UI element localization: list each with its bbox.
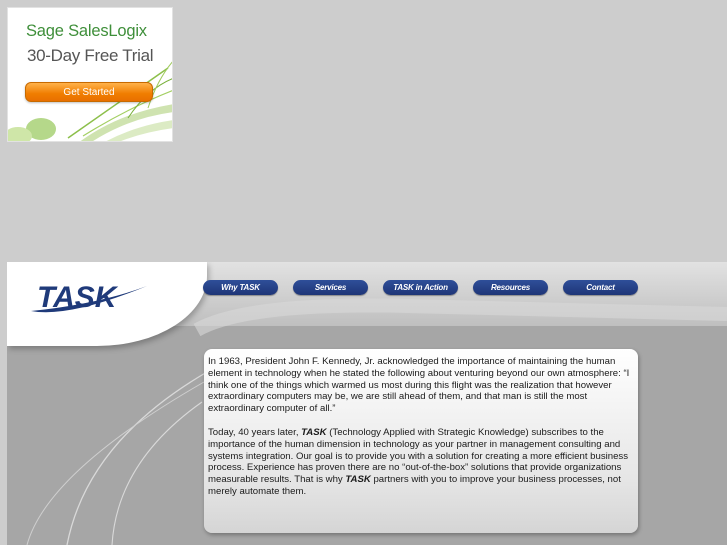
task-logo[interactable] [29, 278, 159, 318]
site-panel [7, 262, 727, 545]
mission-text-2: (Technology Applied with Strategic Knowledge) subscribes to the importance of the human dimension in technology as your partner in management consulting and systems integration. Our goal is to provide you with a solution for creating a more efficient business process. Experience has proven there are no “out-of-the-box” solutions that provide organizations measurable results. That is why [208, 426, 629, 486]
mission-text-3: partners with you to improve your business processes, not merely automate them. [208, 474, 621, 497]
nav-task-in-action[interactable]: TASK in Action [383, 280, 458, 295]
nav-services[interactable]: Services [293, 280, 368, 295]
logo-text: TASK [37, 281, 117, 314]
get-started-button[interactable]: Get Started [25, 82, 153, 102]
mission-paragraph [208, 427, 634, 498]
ad-brand-name: Sage SalesLogix [26, 22, 147, 40]
nav-why-task[interactable]: Why TASK [203, 280, 278, 295]
ad-headline: 30-Day Free Trial [27, 46, 154, 65]
task-emphasis-2: TASK [345, 474, 371, 486]
nav-contact[interactable]: Contact [563, 280, 638, 295]
intro-paragraph: In 1963, President John F. Kennedy, Jr. acknowledged the importance of maintaining the human element in technology when he stated the following about venturing beyond our own atmosphere: “I think one of the things which warmed us most during this flight was the realization that however extraordinary computers may be, we are still ahead of them, and that man is still the most extraordinary computer of all.” [208, 356, 630, 415]
nav-resources[interactable]: Resources [473, 280, 548, 295]
mission-text-1: Today, 40 years later, [208, 426, 302, 438]
ad-banner[interactable] [7, 7, 173, 142]
content-box [204, 349, 638, 533]
task-emphasis: TASK [301, 426, 327, 438]
